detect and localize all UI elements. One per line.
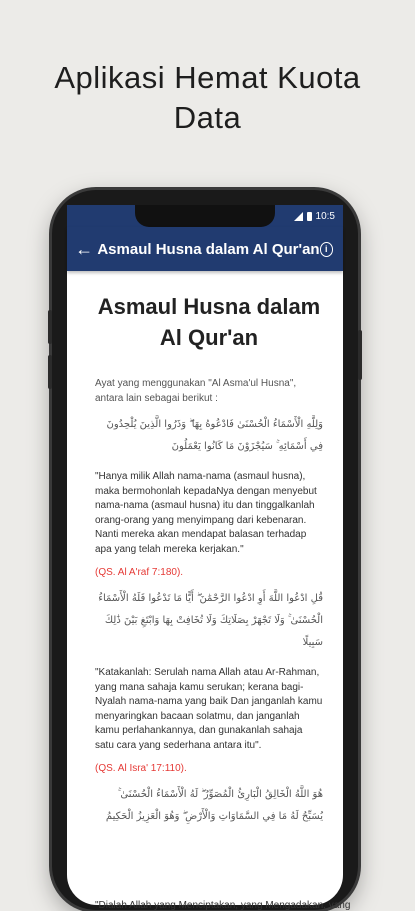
promo-line-1: Aplikasi Hemat Kuota (54, 60, 361, 95)
verse-arabic-1: وَلِلَّهِ الْأَسْمَاءُ الْحُسْنَىٰ فَادْعُوهُ بِهَا ۖ وَذَرُوا الَّذِينَ يُلْحِدُونَ فِي أَسْمَائِهِ ۚ سَيُجْزَوْنَ مَا كَانُوا يَعْمَلُونَ (106, 419, 323, 452)
article-content[interactable] (67, 271, 343, 905)
verse-reference-2: (QS. Al Isra' 17:110). (95, 763, 187, 774)
status-time: 10:5 (315, 210, 335, 222)
camera-notch (135, 205, 275, 227)
promo-headline (0, 58, 415, 138)
status-icons (294, 209, 335, 223)
phone-frame (52, 190, 358, 910)
info-icon[interactable]: i (320, 242, 333, 257)
verse-reference-1: (QS. Al A'raf 7:180). (95, 567, 184, 578)
volume-down-button (48, 355, 52, 389)
app-bar (67, 227, 343, 271)
verse-arabic-2: قُلِ ادْعُوا اللَّهَ أَوِ ادْعُوا الرَّحْمَٰنَ ۖ أَيًّا مَا تَدْعُوا فَلَهُ الْأَسْمَاءُ الْحُسْنَىٰ ۚ وَلَا تَجْهَرْ بِصَلَاتِكَ وَلَا تُخَافِتْ بِهَا وَابْتَغِ بَيْنَ ذَٰلِكَ سَبِيلًا (98, 593, 323, 648)
app-bar-title: Asmaul Husna dalam Al Qur'an (97, 240, 320, 258)
article-title: Asmaul Husna dalam Al Qur'an (97, 294, 321, 350)
back-arrow-icon[interactable]: ← (75, 238, 94, 259)
verse-translation-1: "Hanya milik Allah nama-nama (asmaul husna), maka bermohonlah kepadaNya dengan menyebut nama-nama (asmaul husna) itu dan tinggalkanlah orang-orang yang menyimpang dari kebenaran. Nanti mereka akan mendapat balasan terhadap apa yang telah mereka kerjakan." (95, 471, 317, 555)
promo-line-2: Data (173, 100, 242, 135)
signal-icon (294, 212, 303, 221)
verse-translation-3-partial: "Dialah Allah yang Menciptakan, yang Mengadakan, yang (95, 900, 351, 911)
power-button (358, 330, 362, 380)
status-bar (67, 205, 343, 227)
intro-text: Ayat yang menggunakan "Al Asma'ul Husna", antara lain sebagai berikut : (95, 378, 297, 404)
battery-icon (307, 212, 312, 221)
phone-screen (67, 205, 351, 911)
verse-arabic-3: هُوَ اللَّهُ الْخَالِقُ الْبَارِئُ الْمُصَوِّرُ ۖ لَهُ الْأَسْمَاءُ الْحُسْنَىٰ ۚ يُسَبِّحُ لَهُ مَا فِي السَّمَاوَاتِ وَالْأَرْضِ ۖ وَهُوَ الْعَزِيزُ الْحَكِيمُ (105, 789, 323, 822)
verse-translation-2: "Katakanlah: Serulah nama Allah atau Ar-Rahman, yang mana sahaja kamu serukan; kerana bagi-Nyalah nama-nama yang baik Dan janganlah kamu menyaringkan bacaan solatmu, dan janganlah kamu perlahankannya, dan gunakanlah sahaja satu cara yang sederhana antara itu". (95, 667, 323, 751)
volume-up-button (48, 310, 52, 344)
